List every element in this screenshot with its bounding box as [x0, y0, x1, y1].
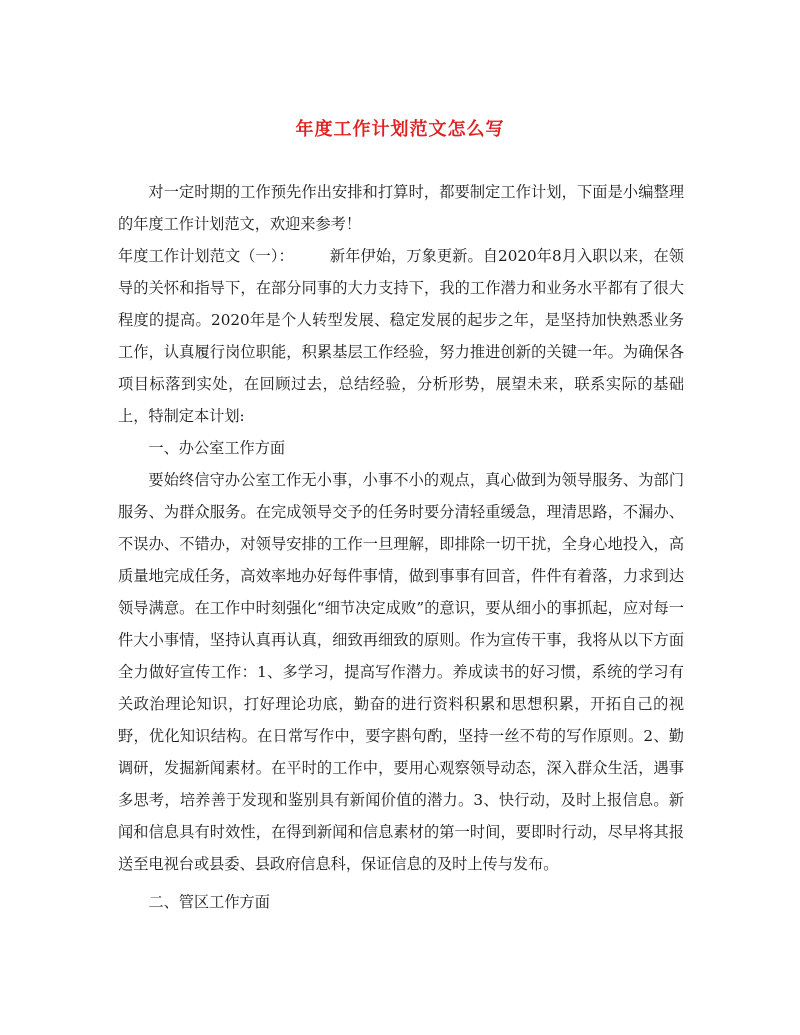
- section2-heading: 二、管区工作方面: [148, 893, 270, 911]
- document-body: [118, 176, 684, 918]
- section1-paragraph: 要始终信守办公室工作无小事，小事不小的观点，真心做到为领导服务、为部门服务、为群众服务。在完成领导交予的任务时要分清轻重缓急，理清思路，不漏办、不误办、不错办，对领导安排的工作一旦理解，即排除一切干扰，全身心地投入，高质量地完成任务，高效率地办好每件事情，做到事事有回音，件件有着落，力求到达领导满意。在工作中时刻强化“细节决定成败”的意识，要从细小的事抓起，应对每一件大小事情，坚持认真再认真，细致再细致的原则。作为宣传干事，我将从以下方面全力做好宣传工作：1、多学习，提高写作潜力。养成读书的好习惯，系统的学习有关政治理论知识，打好理论功底，勤奋的进行资料积累和思想积累，开拓自己的视野，优化知识结构。在日常写作中，要字斟句酌，坚持一丝不苟的写作原则。2、勤调研，发掘新闻素材。在平时的工作中，要用心观察领导动态，深入群众生活，遇事多思考，培养善于发现和鉴别具有新闻价值的潜力。3、快行动，及时上报信息。新闻和信息具有时效性，在得到新闻和信息素材的第一时间，要即时行动，尽早将其报送至电视台或县委、县政府信息科，保证信息的及时上传与发布。: [118, 471, 684, 873]
- intro-paragraph: 对一定时期的工作预先作出安排和打算时，都要制定工作计划，下面是小编整理的年度工作计划范文，欢迎来参考！: [118, 183, 684, 233]
- sample-text: 新年伊始，万象更新。自2020年8月入职以来，在领导的关怀和指导下，在部分同事的大力支持下，我的工作潜力和业务水平都有了很大程度的提高。2020年是个人转型发展、稳定发展的起步之年，是坚持加快熟悉业务工作，认真履行岗位职能，积累基层工作经验，努力推进创新的关键一年。为确保各项目标落到实处，在回顾过去，总结经验，分析形势，展望未来，联系实际的基础上，特制定本计划:: [118, 247, 684, 425]
- section1-heading: 一、办公室工作方面: [148, 439, 286, 457]
- sample-paragraph: [118, 240, 684, 432]
- document-title: 年度工作计划范文怎么写: [295, 119, 505, 140]
- sample-label: 年度工作计划范文（一）：: [118, 247, 294, 265]
